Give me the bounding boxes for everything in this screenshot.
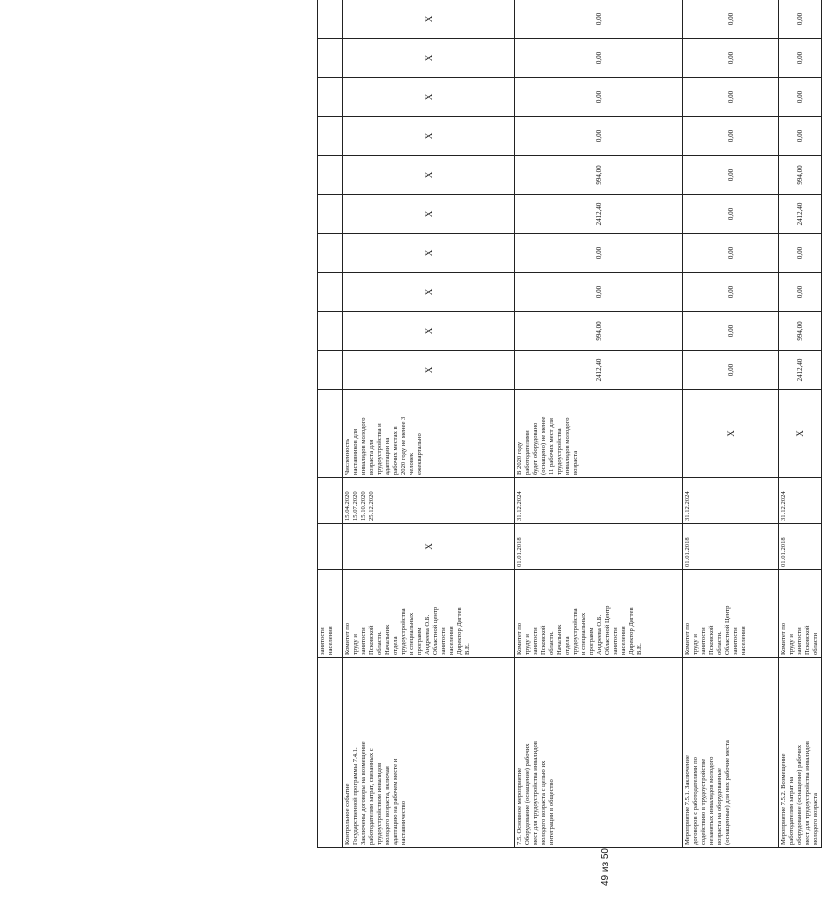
value-cell: 0,00 <box>515 234 683 273</box>
header-row <box>318 0 343 848</box>
value-cell: 0,00 <box>683 156 779 195</box>
header-cell <box>318 478 343 524</box>
value-cell: 0,00 <box>515 78 683 117</box>
page-number: 49 из 50 <box>600 848 611 886</box>
header-cell <box>318 524 343 570</box>
value-cell: 0,00 <box>779 273 822 312</box>
header-cell <box>318 234 343 273</box>
value-cell: 994,00 <box>779 312 822 351</box>
value-cell: 2412,40 <box>515 351 683 390</box>
value-cell: 0,00 <box>683 78 779 117</box>
value-cell: 2412,40 <box>515 195 683 234</box>
value-cell: 0,00 <box>683 0 779 39</box>
activity-name: Мероприятие 7.5.1. Заключение договоров с работодателями по содействию в трудоустройстве незанятых инвалидов молодого возраста на оборудованные (оснащенные) для них рабочие места <box>683 658 779 848</box>
table-row <box>343 0 515 848</box>
value-cell: 0,00 <box>779 234 822 273</box>
activity-name: 7.5. Основное мероприятие Оборудование (оснащение) рабочих мест для трудоустройства инвалидов молодого возраста с целью их интеграции в общество <box>515 658 683 848</box>
value-cell: 0,00 <box>779 39 822 78</box>
value-cell: X <box>343 78 515 117</box>
result-cell: X <box>683 390 779 478</box>
value-cell: X <box>343 156 515 195</box>
header-cell <box>318 0 343 39</box>
value-cell: X <box>343 195 515 234</box>
result-cell: В 2020 году работодателями будет оборудовано (оснащено) не менее 11 рабочих мест для трудоустройства инвалидов молодого возраста <box>515 390 683 478</box>
header-cell <box>318 390 343 478</box>
table-row <box>779 0 822 848</box>
result-cell: Численность наставников для инвалидов молодого возраста для трудоустройства и адаптации на рабочих местах в 2020 году не менее 3 человек ежеквартально <box>343 390 515 478</box>
responsible-cell: Комитет по труду и занятости Псковской области <box>779 570 822 658</box>
header-cell <box>318 273 343 312</box>
end-date-cell: 31.12.2024 <box>515 478 683 524</box>
header-cell <box>318 39 343 78</box>
value-cell: X <box>343 117 515 156</box>
end-date-cell: 31.12.2024 <box>683 478 779 524</box>
start-date-cell: 01.01.2018 <box>683 524 779 570</box>
value-cell: 0,00 <box>683 273 779 312</box>
value-cell: 0,00 <box>683 351 779 390</box>
page-footer <box>600 846 614 886</box>
header-cell <box>318 117 343 156</box>
value-cell: 0,00 <box>515 0 683 39</box>
value-cell: 994,00 <box>779 156 822 195</box>
value-cell: X <box>343 273 515 312</box>
value-cell: X <box>343 0 515 39</box>
value-cell: X <box>343 312 515 351</box>
value-cell: 0,00 <box>515 273 683 312</box>
value-cell: 994,00 <box>515 312 683 351</box>
result-cell: X <box>779 390 822 478</box>
activity-name: Контрольное событие Государственной программы 7.4.1. Заключены договоры на возмещение работодателям затрат, связанных с трудоустройством инвалидов молодого возраста, включая адаптацию на рабочем месте и наставничество <box>343 658 515 848</box>
value-cell: X <box>343 39 515 78</box>
value-cell: 2412,40 <box>779 195 822 234</box>
header-cell <box>318 351 343 390</box>
start-date-cell: 01.01.2018 <box>779 524 822 570</box>
header-cell <box>318 78 343 117</box>
value-cell: 0,00 <box>779 78 822 117</box>
value-cell: 0,00 <box>779 117 822 156</box>
end-date-cell: 31.12.2024 <box>779 478 822 524</box>
value-cell: 0,00 <box>683 234 779 273</box>
value-cell: 994,00 <box>515 156 683 195</box>
value-cell: 0,00 <box>683 117 779 156</box>
value-cell: 0,00 <box>515 39 683 78</box>
header-cell <box>318 156 343 195</box>
header-name-cell <box>318 658 343 848</box>
value-cell: X <box>343 234 515 273</box>
header-cell <box>318 195 343 234</box>
value-cell: 0,00 <box>683 195 779 234</box>
start-date-cell: 01.01.2018 <box>515 524 683 570</box>
activity-name: Мероприятие 7.5.2. Возмещение работодателям затрат на оборудование (оснащение) рабочих мест для трудоустройства инвалидов молодого возраста <box>779 658 822 848</box>
program-table <box>317 0 822 848</box>
table-row <box>515 0 683 848</box>
responsible-cell: Комитет по труду и занятости Псковской области. Начальник отдела трудоустройства и специальных программ Андреева О.Б. Областной центр занятости населения Директор Дягтев В.Е. <box>343 570 515 658</box>
responsible-cell: Комитет по труду и занятости Псковской области. Областной Центр занятости населения <box>683 570 779 658</box>
table-row <box>683 0 779 848</box>
value-cell: X <box>343 351 515 390</box>
value-cell: 0,00 <box>683 39 779 78</box>
rotated-table-block <box>317 0 819 848</box>
header-resp-cell: занятости населения <box>318 570 343 658</box>
start-date-cell: X <box>343 524 515 570</box>
responsible-cell: Комитет по труду и занятости Псковской области. Начальник отдела трудоустройства и специальных программ Андреева О.Б. Областной Центр занятости населения Директор Дягтев В.Е. <box>515 570 683 658</box>
value-cell: 0,00 <box>779 0 822 39</box>
value-cell: 0,00 <box>683 312 779 351</box>
end-date-cell: 15.04.2020 15.07.2020 15.10.2020 25.12.2020 <box>343 478 515 524</box>
header-cell <box>318 312 343 351</box>
value-cell: 0,00 <box>515 117 683 156</box>
value-cell: 2412,40 <box>779 351 822 390</box>
